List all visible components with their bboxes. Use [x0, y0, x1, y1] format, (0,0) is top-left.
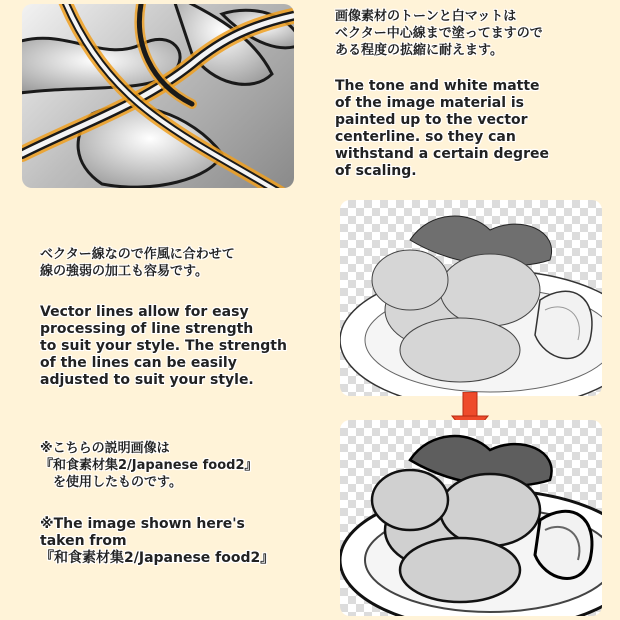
leaf-line-art: [22, 4, 294, 188]
vector-lines-description-en: Vector lines allow for easy processing of line strength to suit your style. The strength of the lines can be easily adjusted to suit your style.: [40, 304, 287, 388]
source-note-jp: ※こちらの説明画像は 『和食素材集2/Japanese food2』 を使用したものです。: [40, 441, 258, 490]
vector-lines-description-jp: ベクター線なので作風に合わせて 線の強弱の加工も容易です。: [40, 247, 235, 279]
tone-matte-description-en: The tone and white matte of the image material is painted up to the vector centerline. so they can withstand a certain degree of scaling.: [335, 78, 549, 179]
vector-closeup-image: [22, 4, 294, 188]
source-note-en: ※The image shown here's taken from 『和食素材集2/Japanese food2』: [40, 516, 275, 566]
food-image-thin-lines: [340, 200, 602, 396]
fried-chicken-illustration: [340, 200, 602, 396]
tone-matte-description-jp: 画像素材のトーンと白マットは ベクター中心線まで塗ってますので ある程度の拡縮に耐えます。: [335, 9, 543, 58]
fried-chicken-illustration-bold: [340, 420, 602, 616]
food-image-thick-lines: [340, 420, 602, 616]
